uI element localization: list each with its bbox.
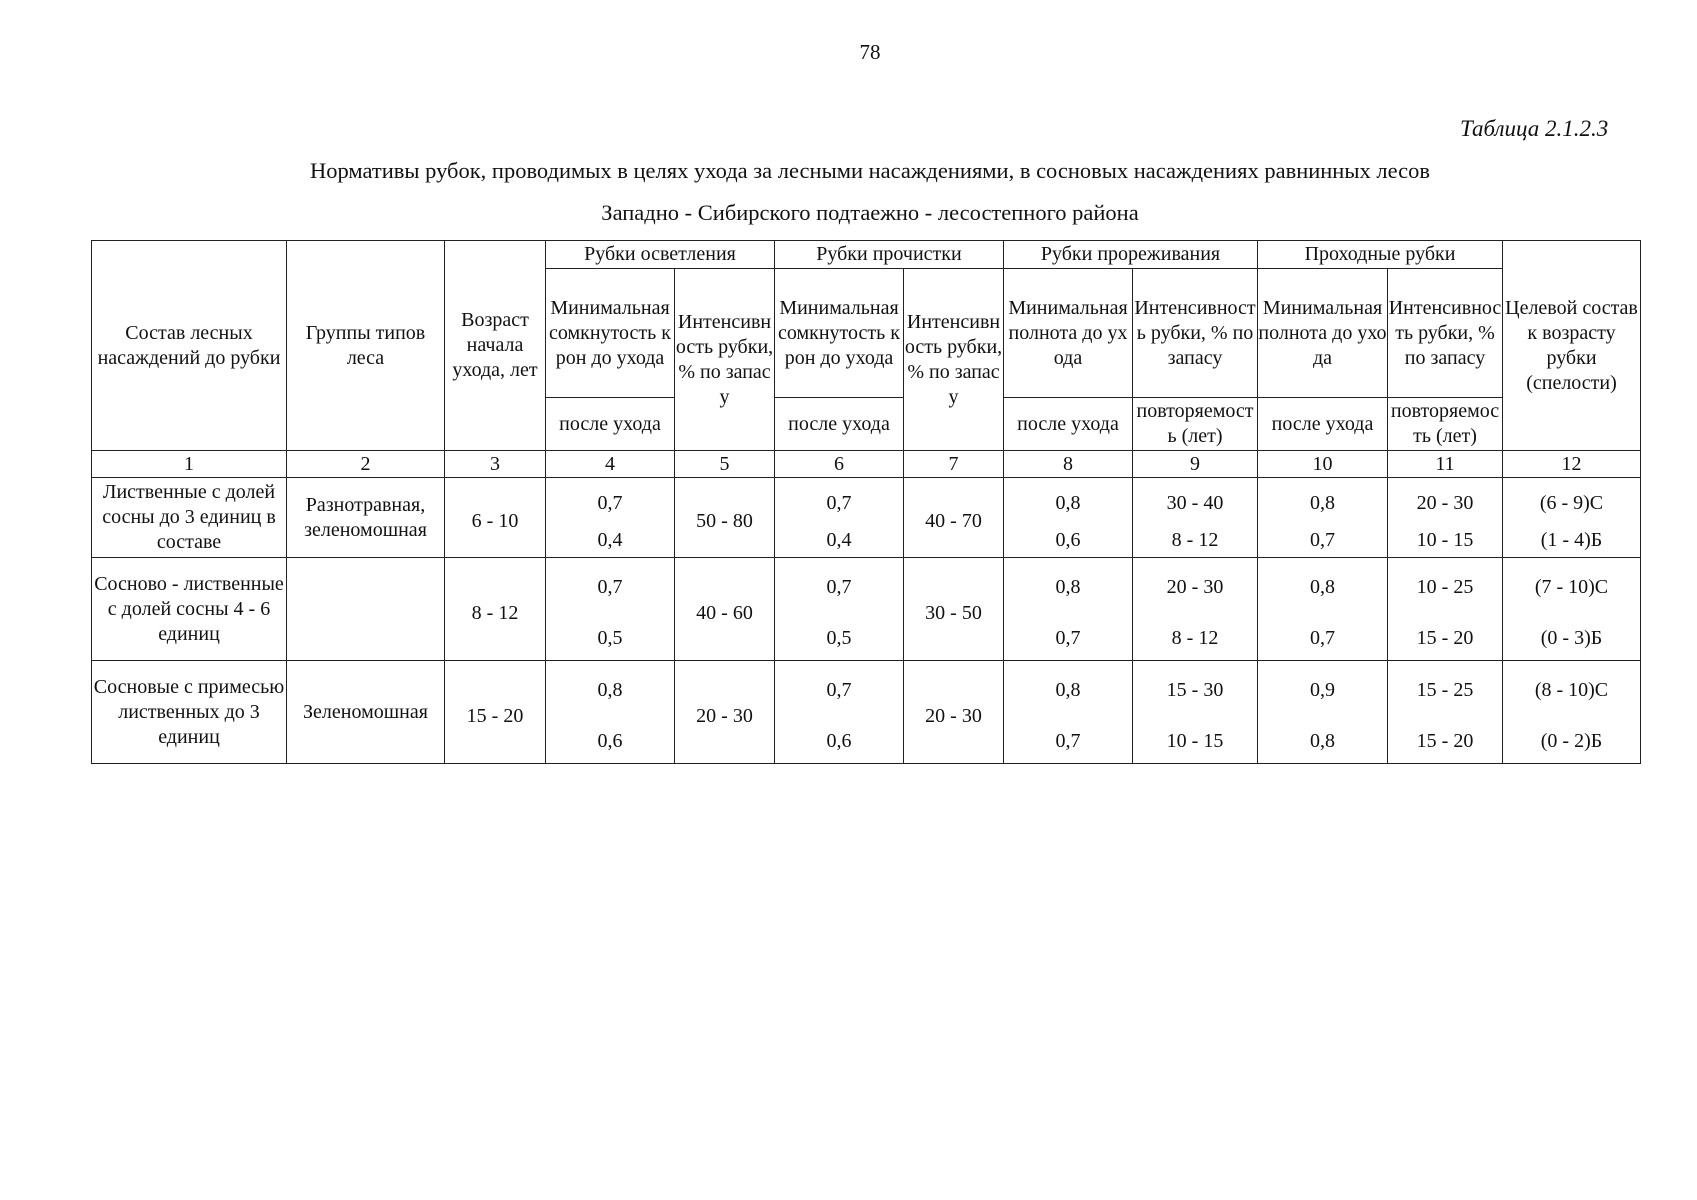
column-number: 2 (287, 451, 445, 478)
header-forest-groups: Группы типов леса (287, 241, 445, 451)
value-after: 0,7 (1310, 528, 1335, 551)
table-row (92, 558, 1641, 661)
header-after-care-4: после ухода (546, 398, 675, 451)
value-after: 0,8 (1310, 730, 1335, 752)
value-after: 0,7 (1055, 627, 1081, 649)
cell-c11 (1388, 558, 1503, 661)
cell-c10 (1258, 661, 1388, 764)
cell-c11 (1388, 661, 1503, 764)
column-number-row (92, 451, 1641, 478)
header-after-care-10: после ухода (1258, 398, 1388, 451)
cell-c8 (1004, 558, 1133, 661)
value-primary: 30 - 40 (1166, 491, 1224, 514)
value-after: 0,4 (826, 528, 852, 551)
cell-c5 (675, 478, 775, 558)
value-primary: 40 - 60 (696, 601, 753, 624)
value-primary: (8 - 10)С (1534, 679, 1609, 701)
value-after: (1 - 4)Б (1540, 528, 1603, 551)
cell-c7 (904, 478, 1004, 558)
cell-c6 (775, 558, 904, 661)
value-primary: 0,9 (1310, 679, 1335, 701)
cell-c7 (904, 661, 1004, 764)
header-group-thinning: Рубки прореживания (1004, 241, 1258, 269)
table-title-line-1: Нормативы рубок, проводимых в целях ухода за лесными насаждениями, в сосновых насаждениях равнинных лесов (310, 158, 1430, 183)
table-title-line-2: Западно - Сибирского подтаежно - лесостепного района (601, 200, 1139, 225)
cell-c10 (1258, 478, 1388, 558)
value-primary: 30 - 50 (925, 601, 982, 624)
header-after-care-6: после ухода (775, 398, 904, 451)
cell-c12 (1503, 478, 1641, 558)
column-number: 1 (92, 451, 287, 478)
norms-table (91, 240, 1641, 764)
value-primary: 20 - 30 (696, 704, 753, 727)
row-age (445, 558, 546, 661)
cell-c12 (1503, 661, 1641, 764)
value-primary: 0,8 (597, 679, 623, 701)
cell-c5 (675, 661, 775, 764)
column-number: 11 (1388, 451, 1503, 478)
value-primary: 20 - 30 (1416, 491, 1474, 514)
column-number: 9 (1133, 451, 1258, 478)
cell-c9 (1133, 661, 1258, 764)
cell-c6 (775, 478, 904, 558)
header-group-lightening: Рубки осветления (546, 241, 775, 269)
value-after: 0,6 (597, 730, 623, 752)
age-value: 15 - 20 (466, 704, 524, 727)
value-primary: 0,7 (597, 576, 623, 598)
table-row (92, 478, 1641, 558)
column-number: 6 (775, 451, 904, 478)
header-target-composition: Целевой состав к возрасту рубки (спелости) (1503, 241, 1641, 451)
header-intensity-5: Интенсивность рубки, % по запасу (675, 269, 775, 451)
value-primary: 50 - 80 (696, 510, 753, 532)
cell-c10 (1258, 558, 1388, 661)
value-primary: 0,8 (1055, 576, 1081, 598)
value-primary: (6 - 9)С (1539, 491, 1604, 514)
cell-c8 (1004, 661, 1133, 764)
column-number: 7 (904, 451, 1004, 478)
header-min-crown-density-4: Минимальная сомкнутость крон до ухода (546, 269, 675, 398)
value-primary: (7 - 10)С (1534, 576, 1609, 598)
value-primary: 0,8 (1310, 576, 1335, 598)
value-after: 8 - 12 (1171, 528, 1219, 551)
value-primary: 15 - 30 (1166, 679, 1224, 701)
cell-c7 (904, 558, 1004, 661)
header-intensity-9: Интенсивность рубки, % по запасу (1133, 269, 1258, 398)
row-forest-group: Разнотравная, зеленомошная (287, 478, 445, 558)
row-age (445, 478, 546, 558)
column-number: 10 (1258, 451, 1388, 478)
cell-c11 (1388, 478, 1503, 558)
column-number: 3 (445, 451, 546, 478)
header-min-density-8: Минимальная полнота до ухода (1004, 269, 1133, 398)
cell-c9 (1133, 478, 1258, 558)
column-number: 4 (546, 451, 675, 478)
value-after: 15 - 20 (1416, 730, 1474, 752)
age-value: 6 - 10 (471, 510, 519, 532)
value-after: 15 - 20 (1416, 627, 1474, 649)
value-primary: 0,7 (826, 679, 852, 701)
header-intensity-7: Интенсивность рубки, % по запасу (904, 269, 1004, 451)
row-composition: Сосновые с примесью лиственных до 3 единиц (92, 661, 287, 764)
row-age (445, 661, 546, 764)
header-group-cleaning: Рубки прочистки (775, 241, 1004, 269)
value-after: 0,5 (597, 627, 623, 649)
header-repeatability-11: повторяемость (лет) (1388, 398, 1503, 451)
row-composition: Сосново - лиственные с долей сосны 4 - 6 единиц (92, 558, 287, 661)
cell-c12 (1503, 558, 1641, 661)
cell-c4 (546, 478, 675, 558)
value-primary: 0,7 (826, 491, 852, 514)
table-row (92, 661, 1641, 764)
row-composition: Лиственные с долей сосны до 3 единиц в составе (92, 478, 287, 558)
page-number: 78 (859, 40, 881, 64)
cell-c5 (675, 558, 775, 661)
row-forest-group-empty (287, 558, 445, 661)
column-number: 5 (675, 451, 775, 478)
value-after: 0,6 (826, 730, 852, 752)
value-primary: 0,8 (1055, 491, 1081, 514)
value-after: (0 - 3)Б (1540, 627, 1603, 649)
value-primary: 0,8 (1310, 491, 1335, 514)
header-after-care-8: после ухода (1004, 398, 1133, 451)
cell-c4 (546, 558, 675, 661)
value-primary: 10 - 25 (1416, 576, 1474, 598)
value-after: 0,4 (597, 528, 623, 551)
value-primary: 20 - 30 (1166, 576, 1224, 598)
value-primary: 15 - 25 (1416, 679, 1474, 701)
value-primary: 20 - 30 (925, 704, 982, 727)
cell-c9 (1133, 558, 1258, 661)
value-primary: 0,7 (597, 491, 623, 514)
header-age-start: Возраст начала ухода, лет (445, 241, 546, 451)
column-number: 8 (1004, 451, 1133, 478)
cell-c4 (546, 661, 675, 764)
table-label: Таблица 2.1.2.3 (1460, 116, 1609, 141)
value-after: 10 - 15 (1166, 730, 1224, 752)
value-after: 0,7 (1055, 730, 1081, 752)
value-primary: 0,7 (826, 576, 852, 598)
value-after: 0,6 (1055, 528, 1081, 551)
value-after: 0,5 (826, 627, 852, 649)
value-after: 0,7 (1310, 627, 1335, 649)
header-min-density-10: Минимальная полнота до ухода (1258, 269, 1388, 398)
header-intensity-11: Интенсивность рубки, % по запасу (1388, 269, 1503, 398)
row-forest-group (287, 661, 445, 764)
value-primary: 40 - 70 (925, 510, 982, 532)
value-primary: 0,8 (1055, 679, 1081, 701)
value-after: 10 - 15 (1416, 528, 1474, 551)
header-min-crown-density-6: Минимальная сомкнутость крон до ухода (775, 269, 904, 398)
forest-group-label: Зеленомошная (303, 700, 428, 723)
column-number: 12 (1503, 451, 1641, 478)
header-repeatability-9: повторяемость (лет) (1133, 398, 1258, 451)
cell-c8 (1004, 478, 1133, 558)
age-value: 8 - 12 (471, 601, 519, 624)
value-after: 8 - 12 (1171, 627, 1219, 649)
header-composition: Состав лесных насаждений до рубки (92, 241, 287, 451)
header-group-passage: Проходные рубки (1258, 241, 1503, 269)
cell-c6 (775, 661, 904, 764)
header-row-groups (92, 241, 1641, 269)
value-after: (0 - 2)Б (1540, 730, 1603, 752)
